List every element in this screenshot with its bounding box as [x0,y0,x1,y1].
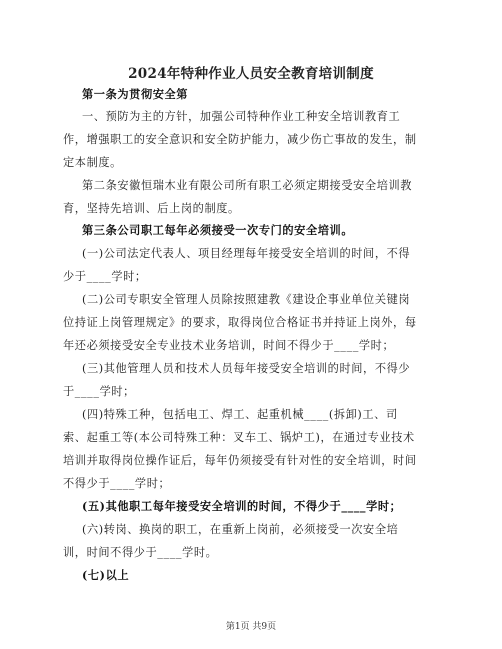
page-number-footer: 第1页 共9页 [225,622,277,632]
article-3-heading: 第三条公司职工每年必须接受一次专门的安全培训。 [82,223,354,237]
article-2-line: 第二条安徽恒瑞木业有限公司所有职工必须定期接受安全培训教 [82,179,413,192]
paragraph-line: 作，增强职工的安全意识和安全防护能力，减少伤亡事故的发生，制 [63,133,417,146]
paragraph-line: 少于____学时； [63,270,147,283]
article-1-heading: 第一条为贯彻安全第 [82,87,189,101]
paragraph-line: 不得少于____学时； [63,477,171,490]
paragraph-line: 于____学时； [63,385,135,398]
paragraph-line: 训，时间不得少于____学时。 [63,546,218,559]
paragraph-line: 培训并取得岗位操作证后，每年仍须接受有针对性的安全培训，时间 [63,454,417,467]
paragraph-line: 一、预防为主的方针，加强公司特种作业工种安全培训教育工 [82,110,401,123]
paragraph-line: (一)公司法定代表人、项目经理每年接受安全培训的时间，不得 [82,247,411,260]
paragraph-line: 位持证上岗管理规定》的要求，取得岗位合格证书并持证上岗外，每 [63,316,417,329]
paragraph-line: (六)转岗、换岗的职工，在重新上岗前，必须接受一次安全培 [82,523,399,536]
paragraph-line-bold: (五)其他职工每年接受安全培训的时间，不得少于____学时； [82,499,402,513]
paragraph-line-bold: (七)以上 [82,568,130,582]
paragraph-line: (三)其他管理人员和技术人员每年接受安全培训的时间，不得少 [82,362,411,375]
paragraph-line: 育，坚持先培训、后上岗的制度。 [63,202,240,215]
paragraph-line: 定本制度。 [63,156,122,169]
document-title: 2024年特种作业人员安全教育培训制度 [128,66,374,82]
paragraph-line: 年还必须接受安全专业技术业务培训，时间不得少于____学时； [63,339,395,352]
paragraph-line: (二)公司专职安全管理人员除按照建教《建设企事业单位关键岗 [82,293,411,306]
paragraph-line: 索、起重工等(本公司特殊工种：叉车工、锅炉工)，在通过专业技术 [63,431,415,444]
paragraph-line: (四)特殊工种，包括电工、焊工、起重机械____(拆卸)工、司 [82,408,398,421]
